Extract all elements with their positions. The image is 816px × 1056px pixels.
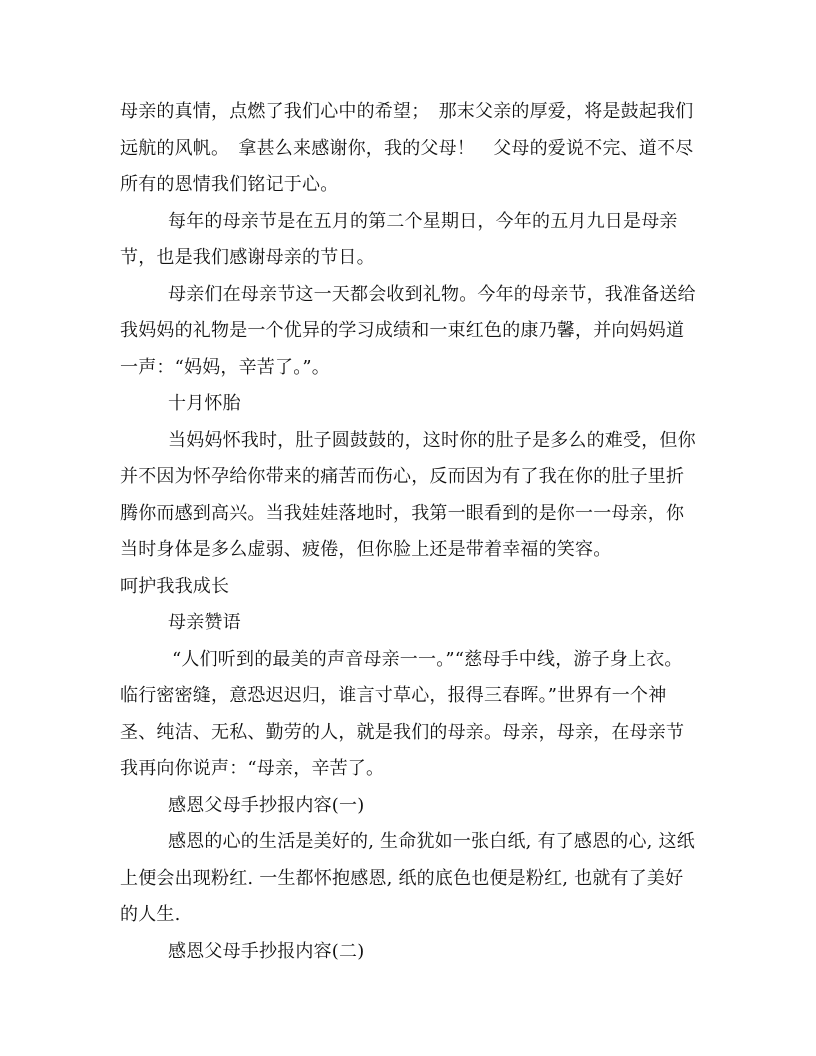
paragraph-intro: 母亲的真情，点燃了我们心中的希望； 那末父亲的厚爱，将是鼓起我们远航的风帆。 拿甚么来感谢你，我的父母！ 父母的爱说不完、道不尽 所有的恩情我们铭记于心。 [120,101,712,195]
section-heading-gratitude-two: 感恩父母手抄报内容(二) [168,940,365,962]
paragraph-mothers-day-date: 每年的母亲节是在五月的第二个星期日，今年的五月九日是母亲节，也是我们感谢母亲的节日。 [120,210,678,268]
section-heading-mother-praise: 母亲赞语 [168,612,241,633]
paragraph-mothers-day-gift: 母亲们在母亲节这一天都会收到礼物。今年的母亲节，我准备送给我妈妈的礼物是一个优异的学习成绩和一束红色的康乃馨，并向妈妈道一声：“妈妈，辛苦了。”。 [120,283,696,378]
document-body [120,94,712,970]
section-heading-pregnancy: 十月怀胎 [168,393,241,414]
paragraph-pregnancy: 当妈妈怀我时，肚子圆鼓鼓的，这时你的肚子是多么的难受，但你并不因为怀孕给你带来的痛苦而伤心，反而因为有了我在你的肚子里折腾你而感到高兴。当我娃娃落地时，我第一眼看到的是你一一母亲，你当时身体是多么虚弱、疲倦，但你脸上还是带着幸福的笑容。 [120,429,696,560]
section-heading-growing-up: 呵护我我成长 [120,575,230,597]
paragraph-mother-praise: “人们听到的最美的声音母亲一一。”“慈母手中线，游子身上衣。临行密密缝，意恐迟迟归，谁言寸草心，报得三春晖。”世界有一个神圣、纯洁、无私、勤劳的人，就是我们的母亲。母亲，母亲，在母亲节我再向你说声：“母亲，辛苦了。 [120,648,685,779]
paragraph-gratitude-one: 感恩的心的生活是美好的, 生命犹如一张白纸, 有了感恩的心, 这纸上便会出现粉红. 一生都怀抱感恩, 纸的底色也便是粉红, 也就有了美好的人生. [120,831,695,925]
section-heading-gratitude-one: 感恩父母手抄报内容(一) [168,794,365,816]
